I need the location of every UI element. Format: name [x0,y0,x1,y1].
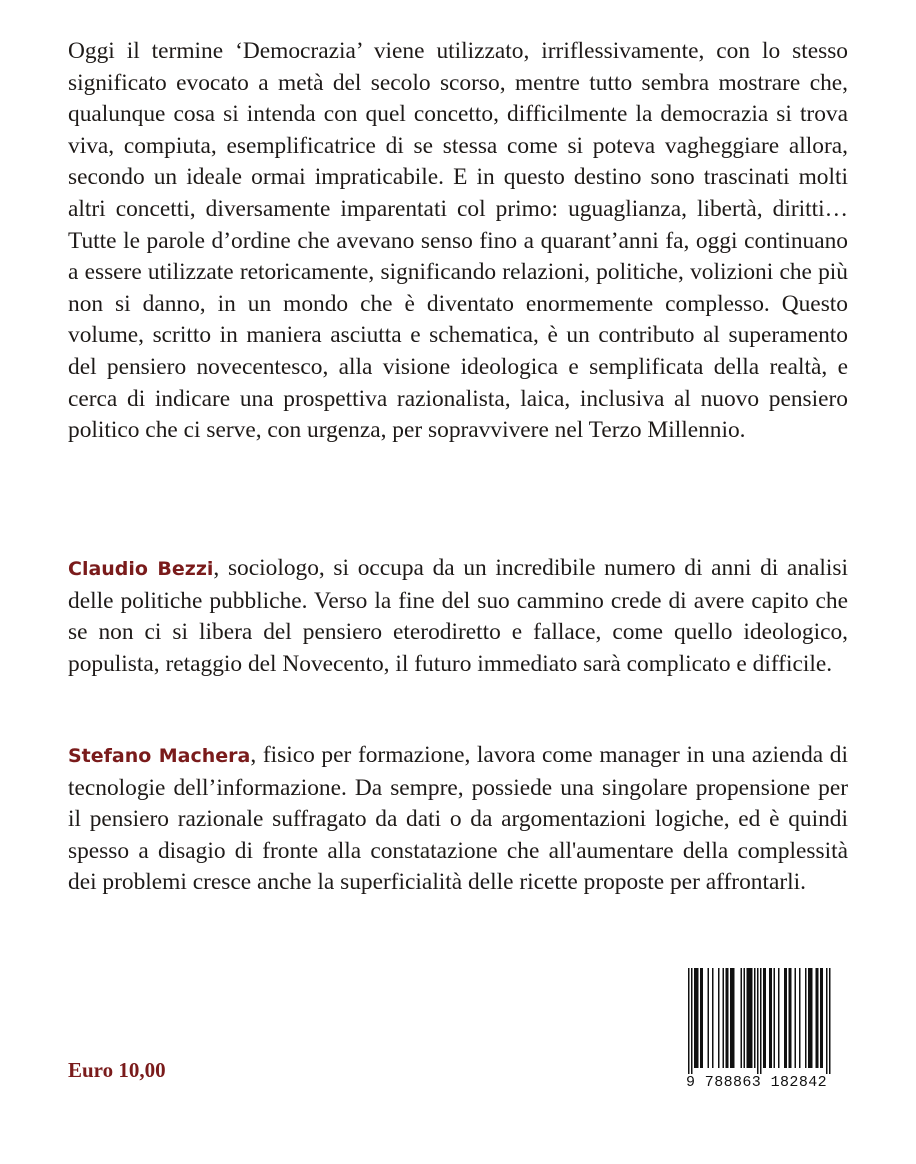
barcode-bar [691,968,693,1074]
barcode-bars-icon [688,968,840,1076]
barcode-bar [741,968,743,1068]
barcode-bar [805,968,807,1068]
barcode-bar [811,968,813,1068]
barcode-bar [769,968,771,1068]
barcode-bar [816,968,818,1068]
barcode-bar [826,968,828,1074]
barcode-bar [688,968,690,1074]
price-label: Euro 10,00 [68,1058,166,1082]
book-description: Oggi il termine ‘Democrazia’ viene utilizzato, irriflessivamente, con lo stesso significato evocato a metà del secolo scorso, mentre tutto sembra mostrare che, qualunque cosa si intenda con quel concetto, difficilmente la democrazia si trova viva, compiuta, esemplificatrice di se stessa come si poteva vagheggiare allora, secondo un ideale ormai impraticabile. E in questo destino sono trascinati molti altri concetti, diversamente imparentati col primo: uguaglianza, libertà, diritti… Tutte le parole d’ordine che avevano senso fino a quarant’anni fa, oggi continuano a essere utilizzate retoricamente, significando relazioni, politiche, volizioni che più non si danno, in un mondo che è diventato enormemente complesso. Questo volume, scritto in maniera asciutta e schematica, è un contributo al superamento del pensiero novecentesco, alla visione ideologica e semplificata della realtà, e cerca di indicare una prospettiva razionalista, laica, inclusiva al nuovo pensiero politico che ci serve, con urgenza, per sopravvivere nel Terzo Millennio. [68,38,848,444]
barcode-number: 9 788863 182842 [686,1074,828,1091]
barcode-bar [817,968,819,1068]
author-name-bezzi: Claudio Bezzi [68,558,214,580]
barcode-bar [786,968,788,1068]
barcode-bar [829,968,831,1074]
barcode-bar [697,968,699,1068]
barcode-bar [771,968,773,1068]
barcode-bar [757,968,759,1074]
barcode-bar [778,968,780,1068]
barcode-bar [744,968,746,1068]
barcode-bar [708,968,710,1068]
barcode-bar [784,968,786,1068]
barcode-bar [696,968,698,1068]
barcode-bar [702,968,704,1068]
barcode-bar [712,968,714,1068]
barcode-bar [808,968,810,1068]
barcode-bar [795,968,797,1068]
barcode-bar [760,968,762,1074]
barcode-bar [733,968,735,1068]
barcode-bar [700,968,702,1068]
barcode-bar [799,968,801,1068]
barcode-bar [765,968,767,1068]
barcode-bar [747,968,749,1068]
barcode-bar [726,968,728,1068]
barcode-bar [790,968,792,1068]
barcode-bar [723,968,725,1068]
barcode-bar [789,968,791,1068]
barcode-bar [822,968,824,1068]
barcode-bar [748,968,750,1068]
barcode-bar [727,968,729,1068]
barcode-bar [763,968,765,1068]
author-bio-text-machera: , fisico per formazione, lavora come manager in una azienda di tecnologie dell’informazione. Da sempre, possiede una singolare propensione per il pensiero razionale suffragato da dati o da argomentazioni logiche, ed è quindi spesso a disagio di fronte alla constatazione che all'aumentare della complessità dei problemi cresce anche la superficialità delle ricette proposte per affrontarli. [68,742,848,896]
author-bio-bezzi [68,553,848,680]
author-bio-machera [68,740,848,899]
author-bio-text-bezzi: , sociologo, si occupa da un incredibile numero di anni di analisi delle politiche pubbliche. Verso la fine del suo cammino crede di avere capito che se non ci si libera del pensiero eterodiretto e fallace, come quello ideologico, populista, retaggio del Novecento, il futuro immediato sarà complicato e difficile. [68,555,848,677]
barcode-bar [732,968,734,1068]
barcode-bar [774,968,776,1068]
barcode-bar [718,968,720,1068]
barcode-bar [751,968,753,1068]
barcode-bar [730,968,732,1068]
author-name-machera: Stefano Machera [68,745,251,767]
barcode-bar [750,968,752,1068]
isbn-barcode [684,968,844,1094]
barcode-bar [754,968,756,1068]
barcode-bar [810,968,812,1068]
barcode-bar [820,968,822,1068]
barcode-bar [694,968,696,1068]
